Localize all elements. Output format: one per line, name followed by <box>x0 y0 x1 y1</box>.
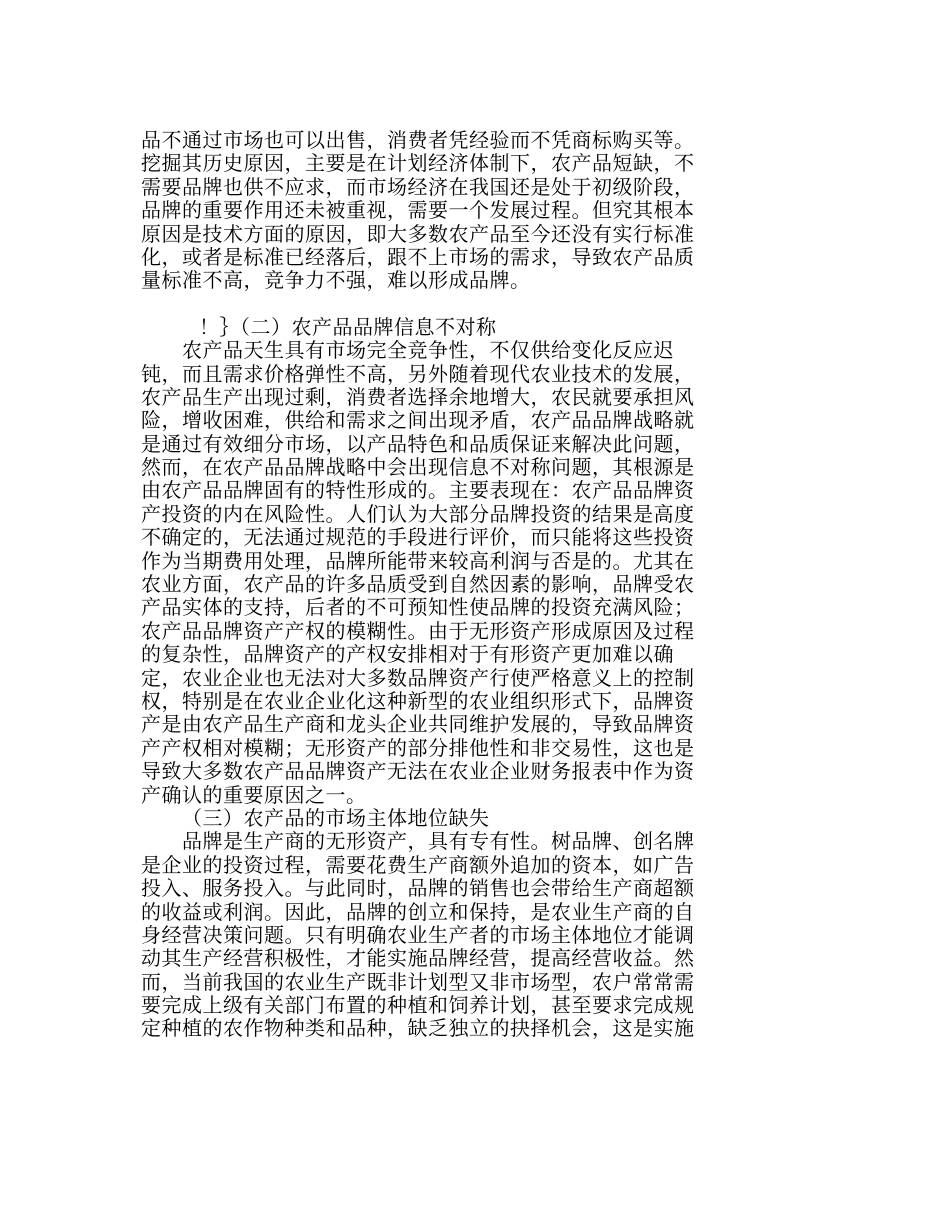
paragraph-section1-tail <box>141 129 731 293</box>
text-line: 产品实体的支持，后者的不可预知性使品牌的投资充满风险； <box>141 595 695 620</box>
text-line: 然而，在农产品品牌战略中会出现信息不对称问题，其根源是 <box>141 455 695 480</box>
text-line: 产是由农产品生产商和龙头企业共同维护发展的，导致品牌资 <box>141 712 695 737</box>
text-line: 农产品天生具有市场完全竞争性，不仅供给变化反应迟 <box>182 338 674 363</box>
text-line: 需要品牌也供不应求，而市场经济在我国还是处于初级阶段， <box>141 174 695 199</box>
text-line: 定种植的农作物种类和品种，缺乏独立的抉择机会，这是实施 <box>141 1016 695 1041</box>
text-line: 作为当期费用处理，品牌所能带来较高利润与否是的。尤其在 <box>141 548 695 573</box>
text-line: 挖掘其历史原因，主要是在计划经济体制下，农产品短缺，不 <box>141 151 695 176</box>
text-line: 农业方面，农产品的许多品质受到自然因素的影响，品牌受农 <box>141 572 695 597</box>
text-line: 导致大多数农产品品牌资产无法在农业企业财务报表中作为资 <box>141 759 695 784</box>
text-line: 身经营决策问题。只有明确农业生产者的市场主体地位才能调 <box>141 922 695 947</box>
text-line: 是企业的投资过程，需要花费生产商额外追加的资本，如广告 <box>141 852 695 877</box>
document-page <box>141 129 731 1041</box>
text-line: 产投资的内在风险性。人们认为大部分品牌投资的结果是高度 <box>141 501 695 526</box>
section-heading-2: ！｝（二）农产品品牌信息不对称 <box>199 314 497 339</box>
paragraph-section2 <box>141 339 731 807</box>
paragraph-gap <box>141 293 731 316</box>
section-heading-3: （三）农产品的市场主体地位缺失 <box>182 805 490 830</box>
text-line: 农产品生产出现过剩，消费者选择余地增大，农民就要承担风 <box>141 384 695 409</box>
text-line: 是通过有效细分市场，以产品特色和品质保证来解决此问题， <box>141 431 695 456</box>
text-line: 要完成上级有关部门布置的种植和饲养计划，甚至要求完成规 <box>141 993 695 1018</box>
text-line: 权，特别是在农业企业化这种新型的农业组织形式下，品牌资 <box>141 688 695 713</box>
text-line: 动其生产经营积极性，才能实施品牌经营，提高经营收益。然 <box>141 946 695 971</box>
text-line: 不确定的，无法通过规范的手段进行评价，而只能将这些投资 <box>141 525 695 550</box>
text-line: 品牌是生产商的无形资产，具有专有性。树品牌、创名牌 <box>182 829 695 854</box>
text-line: 的复杂性，品牌资产的产权安排相对于有形资产更加难以确 <box>141 642 674 667</box>
text-line: 的收益或利润。因此，品牌的创立和保持，是农业生产商的自 <box>141 899 695 924</box>
text-line: 品不通过市场也可以出售，消费者凭经验而不凭商标购买等。 <box>141 128 695 152</box>
text-line: 定，农业企业也无法对大多数品牌资产行使严格意义上的控制 <box>141 665 695 690</box>
text-line: 投入、服务投入。与此同时，品牌的销售也会带给生产商超额 <box>141 876 695 901</box>
text-line: 化，或者是标准已经落后，跟不上市场的需求，导致农产品质 <box>141 244 695 269</box>
text-line: 钝，而且需求价格弹性不高，另外随着现代农业技术的发展， <box>141 361 695 386</box>
text-line: 险，增收困难，供给和需求之间出现矛盾，农产品品牌战略就 <box>141 408 695 433</box>
text-line: 由农产品品牌固有的特性形成的。主要表现在：农产品品牌资 <box>141 478 695 503</box>
text-line: 品牌的重要作用还未被重视，需要一个发展过程。但究其根本 <box>141 198 695 223</box>
text-line: 产产权相对模糊；无形资产的部分排他性和非交易性，这也是 <box>141 735 695 760</box>
paragraph-section3 <box>141 830 731 1041</box>
text-line: 农产品品牌资产产权的模糊性。由于无形资产形成原因及过程 <box>141 618 695 643</box>
text-line: 原因是技术方面的原因，即大多数农产品至今还没有实行标准 <box>141 221 695 246</box>
text-line: 产确认的重要原因之一。 <box>141 782 367 807</box>
text-line: 量标准不高，竞争力不强，难以形成品牌。 <box>141 268 531 293</box>
text-line: 而，当前我国的农业生产既非计划型又非市场型，农户常常需 <box>141 969 695 994</box>
